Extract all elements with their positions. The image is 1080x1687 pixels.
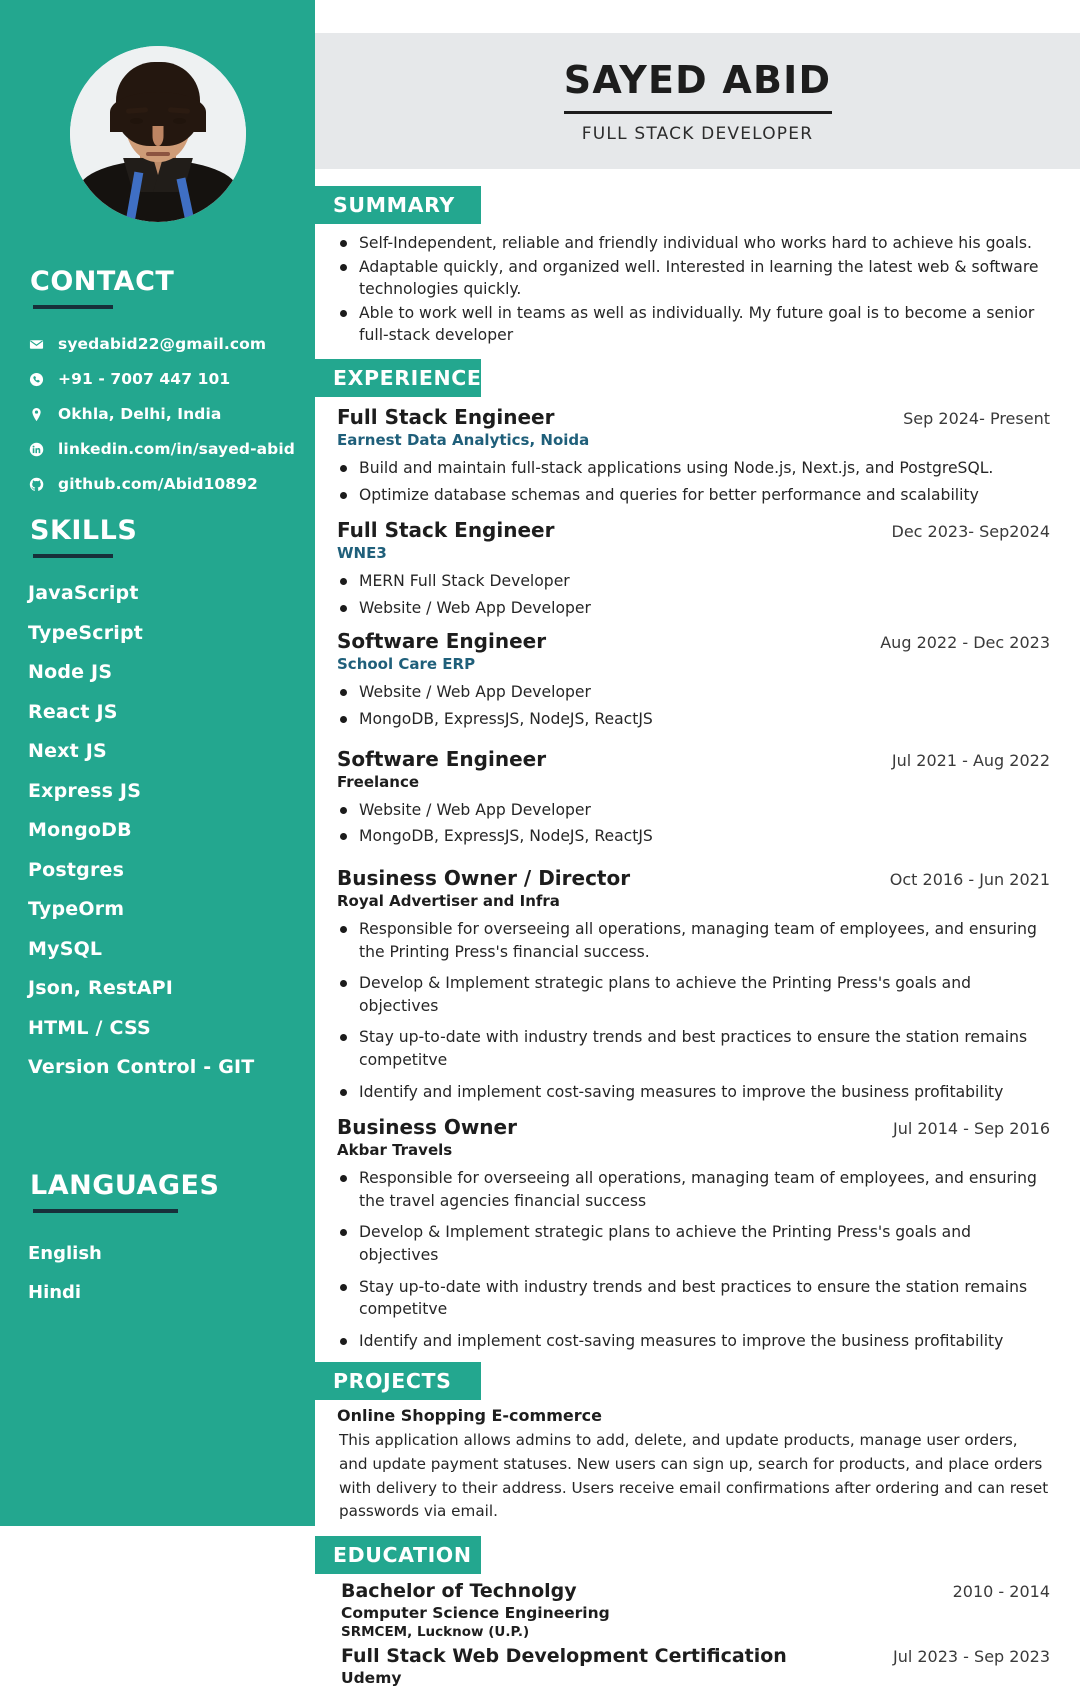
experience-bullet: MERN Full Stack Developer — [337, 570, 1050, 593]
experience-org: Earnest Data Analytics, Noida — [337, 431, 590, 450]
experience-entry — [337, 405, 1050, 506]
experience-bullet: Identify and implement cost-saving measures to improve the business profitability — [337, 1081, 1050, 1104]
experience-date: Dec 2023- Sep2024 — [891, 522, 1050, 542]
contact-list — [0, 335, 315, 493]
experience-title: Business Owner — [337, 1115, 517, 1140]
project-description: This application allows admins to add, delete, and update products, manage user orders, and update payment statuses. New users can sign up, search for products, and place orders with delivery to their address. Users receive email confirmations after ordering and can reset passwords via email. — [339, 1431, 1049, 1521]
name-underline — [564, 111, 832, 114]
skill-item: Next JS — [28, 740, 107, 762]
summary-bullet: Self-Independent, reliable and friendly individual who works hard to achieve his goals. — [337, 232, 1050, 255]
experience-bullet: Website / Web App Developer — [337, 799, 1050, 822]
education-institution: Udemy — [341, 1668, 402, 1687]
experience-bullets — [337, 918, 1050, 1103]
skills-heading-rule — [33, 554, 113, 558]
experience-bullet: Build and maintain full-stack applications using Node.js, Next.js, and PostgreSQL. — [337, 457, 1050, 480]
contact-value: linkedin.com/in/sayed-abid — [58, 440, 295, 458]
projects-section — [315, 1362, 1080, 1523]
languages-list — [0, 1243, 315, 1303]
experience-title: Software Engineer — [337, 629, 547, 654]
experience-org: WNE3 — [337, 544, 387, 563]
skill-item: MySQL — [28, 937, 103, 960]
experience-bullets — [337, 570, 1050, 619]
experience-bullets — [337, 457, 1050, 506]
experience-bullet: MongoDB, ExpressJS, NodeJS, ReactJS — [337, 825, 1050, 848]
skill-item: HTML / CSS — [28, 1016, 151, 1039]
experience-entry — [337, 1115, 1050, 1352]
skills-heading: SKILLS — [30, 515, 138, 546]
experience-bullet: Website / Web App Developer — [337, 681, 1050, 704]
phone-icon — [28, 371, 44, 387]
education-title: Bachelor of Technolgy — [341, 1579, 577, 1602]
experience-entry — [337, 629, 1050, 730]
contact-value: +91 - 7007 447 101 — [58, 370, 231, 388]
experience-entry — [337, 747, 1050, 848]
experience-bullets — [337, 681, 1050, 730]
summary-bullet: Adaptable quickly, and organized well. Interested in learning the latest web & software technologies quickly. — [337, 256, 1050, 301]
page-title: SAYED ABID — [563, 58, 832, 102]
github-icon — [28, 476, 44, 492]
contact-value: github.com/Abid10892 — [58, 475, 258, 493]
experience-bullet: Develop & Implement strategic plans to achieve the Printing Press's goals and objectives — [337, 1221, 1050, 1266]
experience-bullets — [337, 1167, 1050, 1352]
experience-bullets — [337, 799, 1050, 848]
languages-heading: LANGUAGES — [30, 1170, 220, 1201]
section-heading-summary: SUMMARY — [315, 186, 481, 224]
experience-bullet: Develop & Implement strategic plans to achieve the Printing Press's goals and objectives — [337, 972, 1050, 1017]
skill-item: JavaScript — [28, 582, 139, 604]
experience-section — [315, 359, 1080, 1352]
contact-heading: CONTACT — [30, 266, 175, 297]
experience-bullet: Responsible for overseeing all operations, managing team of employees, and ensuring the travel agencies financial success — [337, 1167, 1050, 1212]
experience-bullet: MongoDB, ExpressJS, NodeJS, ReactJS — [337, 708, 1050, 731]
section-heading-education: EDUCATION — [315, 1536, 481, 1574]
contact-item-github[interactable] — [28, 475, 315, 493]
education-title: Full Stack Web Development Certification — [341, 1644, 787, 1667]
experience-date: Oct 2016 - Jun 2021 — [889, 869, 1050, 889]
language-item: English — [28, 1243, 102, 1264]
experience-entry — [337, 518, 1050, 619]
experience-bullet: Responsible for overseeing all operations, managing team of employees, and ensuring the Printing Press's financial success. — [337, 918, 1050, 963]
experience-bullet: Identify and implement cost-saving measures to improve the business profitability — [337, 1330, 1050, 1353]
contact-item-phone[interactable] — [28, 370, 315, 388]
section-heading-projects: PROJECTS — [315, 1362, 481, 1400]
contact-value: syedabid22@gmail.com — [58, 335, 267, 353]
experience-title: Full Stack Engineer — [337, 405, 555, 430]
languages-heading-rule — [33, 1209, 178, 1213]
education-section — [315, 1536, 1080, 1687]
education-field: Computer Science Engineering — [341, 1603, 610, 1622]
section-heading-experience: EXPERIENCE — [315, 359, 481, 397]
skill-item: TypeScript — [28, 621, 144, 644]
experience-bullet: Website / Web App Developer — [337, 597, 1050, 620]
experience-date: Jul 2014 - Sep 2016 — [892, 1119, 1050, 1139]
contact-item-email[interactable] — [28, 335, 315, 353]
job-title-subtitle: FULL STACK DEVELOPER — [581, 124, 814, 144]
envelope-icon — [28, 336, 44, 352]
skill-item: React JS — [28, 700, 118, 723]
education-date: 2010 - 2014 — [952, 1581, 1050, 1601]
contact-value: Okhla, Delhi, India — [58, 405, 222, 423]
experience-org: Akbar Travels — [337, 1141, 453, 1160]
experience-entry — [337, 866, 1050, 1103]
contact-heading-rule — [33, 305, 113, 309]
experience-title: Software Engineer — [337, 746, 547, 771]
profile-photo — [70, 46, 246, 222]
contact-item-linkedin[interactable] — [28, 440, 315, 458]
sidebar — [0, 0, 315, 1526]
experience-title: Business Owner / Director — [337, 865, 631, 890]
education-entry — [341, 1645, 1050, 1687]
project-title: Online Shopping E-commerce — [337, 1406, 602, 1426]
summary-list — [337, 232, 1050, 347]
main-content — [315, 0, 1080, 1687]
linkedin-icon — [28, 441, 44, 457]
education-date: Jul 2023 - Sep 2023 — [892, 1646, 1050, 1666]
education-entry — [341, 1580, 1050, 1640]
summary-section — [315, 186, 1080, 347]
skill-item: Json, RestAPI — [28, 977, 173, 999]
experience-bullet: Optimize database schemas and queries for better performance and scalability — [337, 484, 1050, 507]
experience-date: Aug 2022 - Dec 2023 — [880, 633, 1050, 653]
skill-item: Postgres — [28, 858, 125, 881]
language-item: Hindi — [28, 1282, 82, 1303]
skill-item: MongoDB — [28, 819, 132, 841]
experience-bullet: Stay up-to-date with industry trends and best practices to ensure the station remains competitve — [337, 1026, 1050, 1071]
experience-title: Full Stack Engineer — [337, 518, 555, 543]
location-pin-icon — [28, 406, 44, 422]
experience-bullet: Stay up-to-date with industry trends and best practices to ensure the station remains competitve — [337, 1276, 1050, 1321]
skill-item: Express JS — [28, 779, 142, 802]
experience-date: Sep 2024- Present — [903, 409, 1050, 429]
skills-list — [0, 582, 315, 1078]
experience-org: Royal Advertiser and Infra — [337, 891, 560, 910]
experience-org: Freelance — [337, 772, 420, 791]
experience-date: Jul 2021 - Aug 2022 — [891, 750, 1050, 770]
name-banner — [315, 33, 1080, 169]
skill-item: Version Control - GIT — [28, 1056, 255, 1078]
project-entry — [337, 1406, 1050, 1523]
contact-item-location[interactable] — [28, 405, 315, 423]
education-institution: SRMCEM, Lucknow (U.P.) — [341, 1623, 530, 1640]
skill-item: TypeOrm — [28, 898, 125, 920]
skill-item: Node JS — [28, 661, 113, 683]
experience-org: School Care ERP — [337, 655, 476, 674]
summary-bullet: Able to work well in teams as well as individually. My future goal is to become a senior full-stack developer — [337, 302, 1050, 347]
